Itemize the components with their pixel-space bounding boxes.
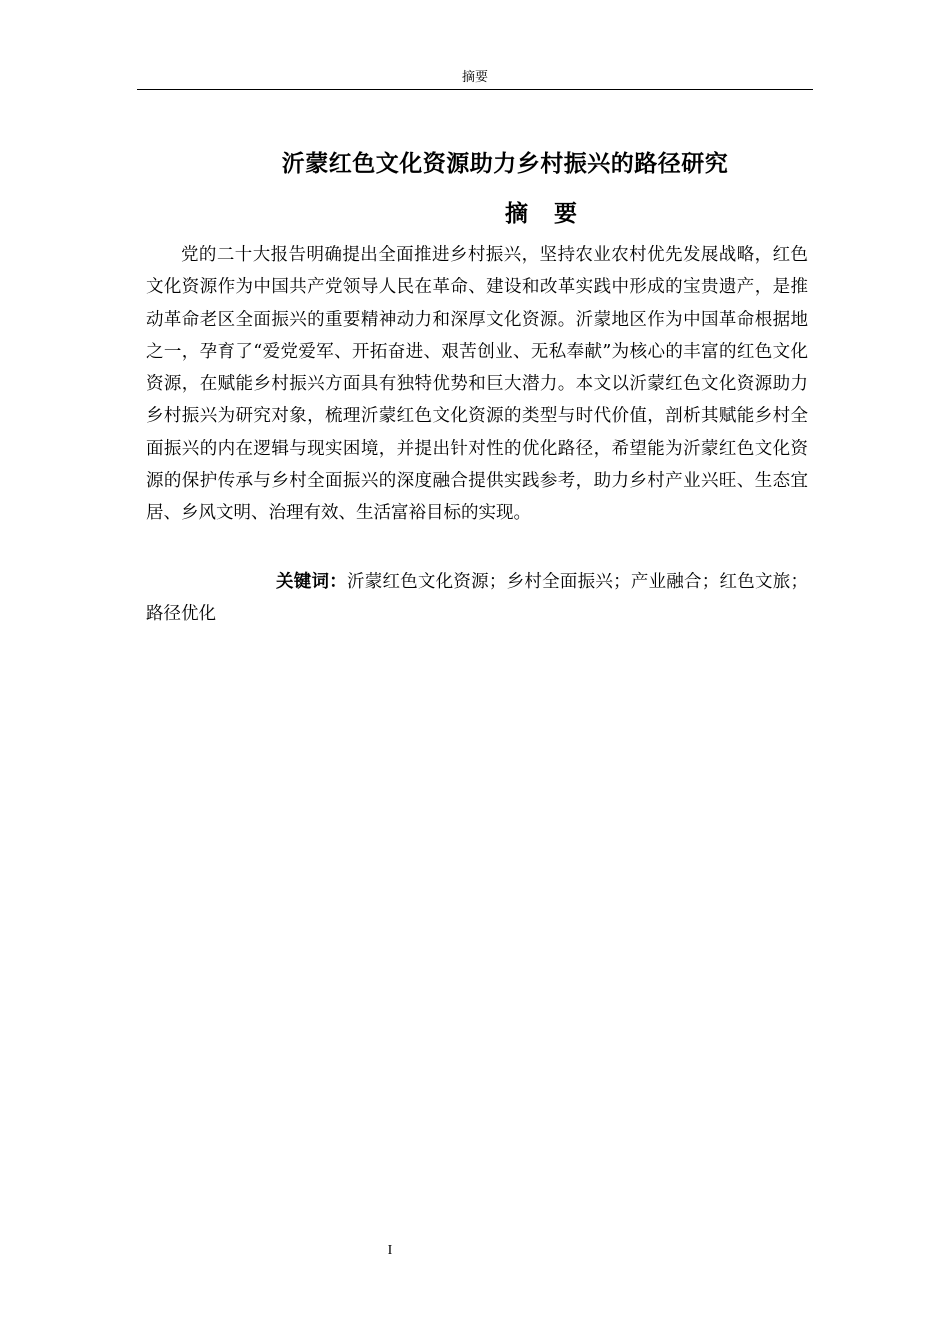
keywords-paragraph	[146, 566, 808, 631]
header-rule	[137, 89, 813, 90]
keywords-text: 沂蒙红色文化资源；乡村全面振兴；产业融合；红色文旅；路径优化	[146, 572, 809, 625]
abstract-body: 党的二十大报告明确提出全面推进乡村振兴，坚持农业农村优先发展战略，红色文化资源作为中国共产党领导人民在革命、建设和改革实践中形成的宝贵遗产，是推动革命老区全面振兴的重要精神动力和深厚文化资源。沂蒙地区作为中国革命根据地之一，孕育了“爱党爱军、开拓奋进、艰苦创业、无私奉献”为核心的丰富的红色文化资源，在赋能乡村振兴方面具有独特优势和巨大潜力。本文以沂蒙红色文化资源助力乡村振兴为研究对象，梳理沂蒙红色文化资源的类型与时代价值，剖析其赋能乡村全面振兴的内在逻辑与现实困境，并提出针对性的优化路径，希望能为沂蒙红色文化资源的保护传承与乡村全面振兴的深度融合提供实践参考，助力乡村产业兴旺、生态宜居、乡风文明、治理有效、生活富裕目标的实现。	[146, 245, 808, 524]
keywords-label: 关键词：	[276, 572, 347, 592]
page-number: I	[387, 1243, 393, 1258]
abstract-heading: 摘 要	[504, 201, 577, 227]
document-title: 沂蒙红色文化资源助力乡村振兴的路径研究	[281, 151, 729, 177]
running-header: 摘要	[461, 70, 488, 85]
